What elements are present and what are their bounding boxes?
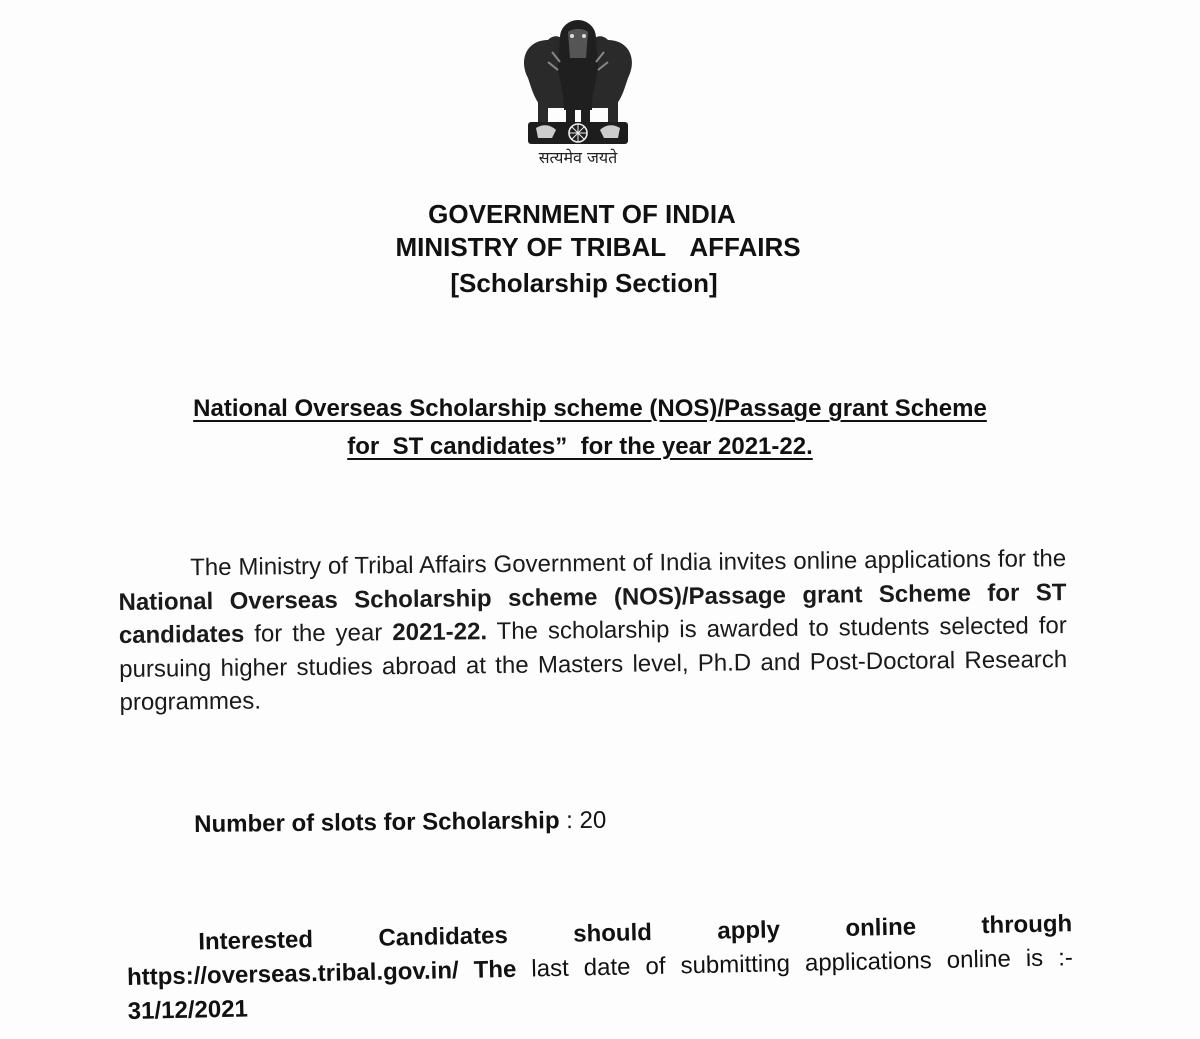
header-ministry: MINISTRY OF TRIBAL AFFAIRS: [395, 232, 801, 262]
header-section: [Scholarship Section]: [450, 268, 718, 298]
body-scheme-name: National Overseas Scholarship scheme (NOS)/Passage grant Scheme for ST candidates: [118, 578, 1067, 649]
apply-paragraph: [126, 907, 1074, 1029]
slots-separator: :: [559, 806, 580, 835]
body-year: 2021-22.: [392, 618, 488, 647]
header-government: GOVERNMENT OF INDIA: [428, 199, 736, 229]
notice-body-paragraph: [118, 542, 1068, 719]
body-description: The scholarship is awarded to students selected for pursuing higher studies abroad at the Masters level, Ph.D and Post-Doctoral Research programmes.: [119, 612, 1068, 716]
apply-deadline-text: last date of submitting applications online is :-: [516, 944, 1074, 983]
slots-label: Number of slots for Scholarship: [194, 807, 560, 838]
apply-the: The: [458, 955, 517, 985]
apply-lead: Interested Candidates should apply online through: [198, 910, 1073, 956]
body-intro-text: The Ministry of Tribal Affairs Government of India invites online applications for the: [190, 545, 1067, 582]
emblem-motto: सत्यमेव जयते: [538, 148, 618, 167]
apply-url-link[interactable]: https://overseas.tribal.gov.in/: [126, 957, 459, 991]
slots-value: 20: [579, 806, 607, 834]
body-year-lead: for the year: [244, 619, 393, 648]
notice-title-line-2: for ST candidates” for the year 2021-22.: [347, 433, 813, 460]
apply-deadline-date: 31/12/2021: [127, 995, 249, 1025]
notice-title-line-1: National Overseas Scholarship scheme (NOS)/Passage grant Scheme: [193, 395, 987, 422]
slots-line: [194, 804, 606, 842]
